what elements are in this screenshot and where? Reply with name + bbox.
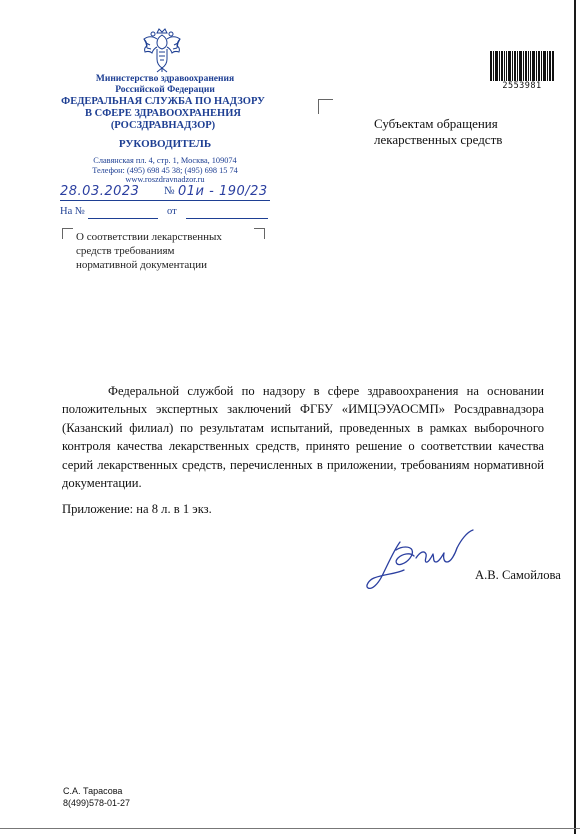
registration-date: 28.03.2023 xyxy=(60,184,140,199)
reference-number-label: На № xyxy=(60,206,85,217)
subject-line-3: нормативной документации xyxy=(76,259,207,271)
executor-block xyxy=(63,786,130,809)
reference-from-label: от xyxy=(167,206,177,217)
registration-line xyxy=(60,184,270,200)
reference-line xyxy=(60,206,270,220)
subject-block xyxy=(76,230,256,272)
reference-number-blank xyxy=(88,218,158,219)
address-line: Славянская пл. 4, стр. 1, Москва, 109074 xyxy=(93,156,237,165)
agency-line-1: ФЕДЕРАЛЬНАЯ СЛУЖБА ПО НАДЗОРУ xyxy=(61,96,265,107)
coat-of-arms-emblem xyxy=(140,27,184,73)
website-line: www.roszdravnadzor.ru xyxy=(125,175,205,185)
agency-line-2: В СФЕРЕ ЗДРАВООХРАНЕНИЯ xyxy=(85,108,241,119)
addressee-corner-left xyxy=(318,99,333,114)
head-title: РУКОВОДИТЕЛЬ xyxy=(118,138,212,150)
barcode-number: 2553981 xyxy=(502,81,542,91)
ministry-line-2: Российской Федерации xyxy=(115,84,215,95)
addressee-block xyxy=(374,116,564,148)
registration-underline xyxy=(60,200,270,201)
phones-line: Телефон: (495) 698 45 38; (495) 698 15 74 xyxy=(92,165,238,175)
reference-date-blank xyxy=(186,218,268,219)
subject-line-1: О соответствии лекарственных xyxy=(76,231,222,243)
subject-corner-left xyxy=(62,228,73,239)
executor-phone: 8(499)578-01-27 xyxy=(63,797,131,808)
addressee-line-1: Субъектам обращения xyxy=(374,116,498,131)
subject-line-2: средств требованиям xyxy=(76,245,175,257)
scan-edge-line xyxy=(0,828,580,829)
executor-name: С.А. Тарасова xyxy=(63,786,123,796)
agency-name xyxy=(40,96,286,132)
handwritten-signature xyxy=(360,528,490,600)
addressee-line-2: лекарственных средств xyxy=(374,132,503,147)
registration-number-label: № xyxy=(164,185,175,197)
registration-number: 01и - 190/23 xyxy=(178,184,268,199)
contact-block xyxy=(60,156,270,185)
agency-line-3: (РОСЗДРАВНАДЗОР) xyxy=(110,120,216,131)
barcode-image xyxy=(490,51,554,81)
ministry-name xyxy=(60,74,270,95)
attachment-line: Приложение: на 8 л. в 1 экз. xyxy=(62,502,212,516)
body-paragraph: Федеральной службой по надзору в сфере здравоохранения на основании положительных экспертных заключений ФГБУ «ИМЦЭУАОСМП» Росздравнадзора (Казанский филиал) по результатам испытаний, проведенных в рамках выборочного контроля качества лекарственных средств, принято решение о соответствии качества серий лекарственных средств, перечисленных в приложении, требованиям нормативной документации. xyxy=(62,384,544,491)
signer-name: А.В. Самойлова xyxy=(475,568,561,582)
ministry-line-1: Министерство здравоохранения xyxy=(95,74,235,84)
